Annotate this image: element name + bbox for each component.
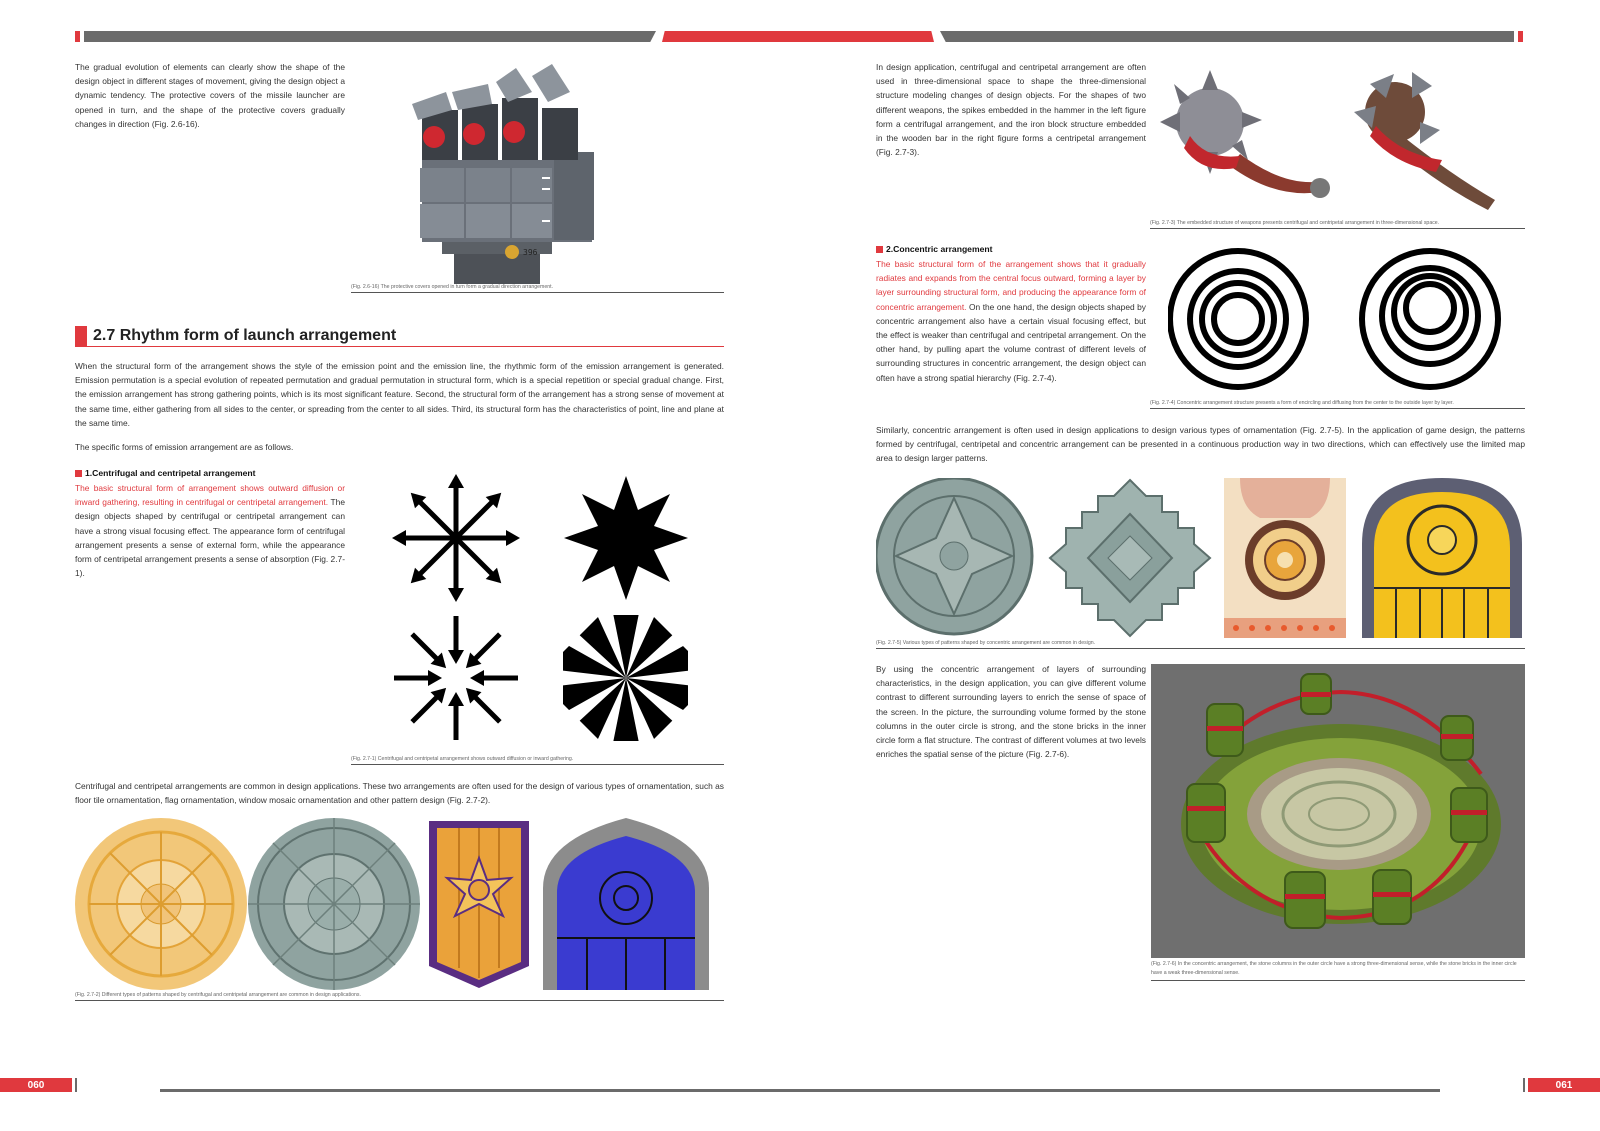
fig-2-6-16-caption: (Fig. 2.6-16) The protective covers opened in turn form a gradual direction arrangement. <box>351 284 724 293</box>
yellow-stained-glass-window-image <box>1362 478 1522 638</box>
stone-arena-image <box>1151 664 1525 958</box>
subhead-concentric <box>876 244 993 254</box>
subhead-marker <box>876 246 883 253</box>
layers-text: By using the concentric arrangement of layers of surrounding characteristics, in the design application, you can give different volume contrast to different surrounding layers to enrich the sense of space of the screen. In the picture, the surrounding volume formed by the stone columns in the outer circle is strong, and the stone bricks in the inner circle form a flat structure. The contrast of different volumes at two levels enriches the spatial sense of the picture (Fig. 2.7-6). <box>876 664 1146 760</box>
header-red-tick-right <box>1518 31 1523 42</box>
fig-2-7-5-ornaments <box>876 478 1526 640</box>
section-title-bar <box>75 325 724 347</box>
ornament-text: Similarly, concentric arrangement is often used in design applications to design various types of ornamentation (Fig. 2.7-5). In the application of game design, the patterns formed by centrifugal, centripetal and concentric arrangement can be presented in a continuous production way in two directions, which can effectively use the limited map area to design larger patterns. <box>876 425 1525 464</box>
section-title: 2.7 Rhythm form of launch arrangement <box>93 326 397 344</box>
gray-stone-floor-tile-image <box>248 818 420 990</box>
section-body: When the structural form of the arrangement shows the style of the emission point and the emission line, the rhythmic form of the emission arrangement is generated. Emission permutation is a special evolution of repeated permutation and gradual permutation in structural form, which is a special repetition or special gradual change. First, the emission arrangement has strong gathering points, which is its most significant feature. Second, the structural form of the arrangement has a strong sense of movement at the same time, either gathering from all sides to the center, or spreading from the center to all sides. Third, its structural form has the characteristics of point, line and plane at the same time. <box>75 361 724 428</box>
right-intro-text: In design application, centrifugal and centripetal arrangement are often used in three-dimensional space to shape the three-dimensional structure modeling changes of design objects. For the shapes of two different weapons, the spikes embedded in the hammer in the left figure form a centrifugal arrangement, and the iron block structure embedded in the wooden bar in the right figure forms a centripetal arrangement (Fig. 2.7-3). <box>876 62 1146 158</box>
fig-2-7-4-circles <box>1168 244 1508 394</box>
missile-launcher-image <box>392 62 597 284</box>
subhead-centrifugal <box>75 468 255 478</box>
subhead-centrifugal-title: 1.Centrifugal and centripetal arrangement <box>85 468 256 478</box>
concentric-body-text: On the one hand, the design objects shaped by concentric arrangement also have a certain visual focusing effect, but the effect is weaker than centrifugal and centripetal arrangement. On the other hand, by pulling apart the volume contrast of different levels of surrounding structures in concentric arrangement, the design object can often have a strong spatial hierarchy (Fig. 2.7-4). <box>876 301 1146 383</box>
footer-gray-line <box>160 1089 1440 1092</box>
header-red-tick-left <box>75 31 80 42</box>
concentric-red-text: The basic structural form of the arrangement shows that it gradually radiates and expands from the central focus outward, forming a layer by layer surrounding structural form, and producing the appearance form of concentric arrangement. <box>876 259 1146 312</box>
eight-point-star-icon <box>564 476 688 600</box>
stone-medallion-image <box>876 478 1032 634</box>
footer-tick-right <box>1523 1078 1525 1092</box>
fig-2-7-6-caption-text: (Fig. 2.7-6) In the concentric arrangement, the stone columns in the outer circle have a strong three-dimensional sense, while the stone bricks in the inner circle have a weak three-dimensional sense. <box>1151 961 1517 976</box>
concentric-circles-centered-icon <box>1170 251 1306 387</box>
page-number-left-text: 060 <box>27 1079 45 1091</box>
fig-2-7-6-caption <box>1151 960 1525 981</box>
fig-2-7-4-caption: (Fig. 2.7-4) Concentric arrangement structure presents a form of encircling and diffusing from the center to the outside layer by layer. <box>1150 400 1525 409</box>
subhead-marker <box>75 470 82 477</box>
forms-intro: The specific forms of emission arrangement are as follows. <box>75 442 294 452</box>
spiked-mace-left-image <box>1160 70 1330 198</box>
fig-2-7-3-caption: (Fig. 2.7-3) The embedded structure of weapons presents centrifugal and centripetal arrangement in three-dimensional space. <box>1150 220 1525 229</box>
applications-text: Centrifugal and centripetal arrangements are common in design applications. These two arrangements are often used for the design of various types of ornamentation, such as floor tile ornamentation, flag ornamentation, window mosaic ornamentation and other pattern design (Fig. 2.7-2). <box>75 781 724 806</box>
centrifugal-red-text: The basic structural form of arrangement shows outward diffusion or inward gathering, resulting in centrifugal or centripetal arrangement. <box>75 483 345 508</box>
fig-2-7-1-symbols <box>388 470 688 750</box>
centripetal-arrows-icon <box>394 616 518 740</box>
stepped-diamond-tile-image <box>1050 480 1210 636</box>
fig-2-7-2-caption: (Fig. 2.7-2) Different types of patterns shaped by centrifugal and centripetal arrangement are common in design applications. <box>75 992 724 1001</box>
subhead-concentric-title: 2.Concentric arrangement <box>886 244 993 254</box>
left-intro-text: The gradual evolution of elements can clearly show the shape of the design object in different stages of movement, giving the design object a dynamic tendency. The protective covers of the missile launcher are opened in turn, and the shape of the protective covers gradually changes in direction (Fig. 2.6-16). <box>75 62 345 129</box>
centrifugal-body-text: The design objects shaped by centrifugal or centripetal arrangement can have a strong visual focusing effect. The appearance form of centrifugal arrangement presents a sense of external form, while the appearance form of centripetal arrangement presents a sense of absorption (Fig. 2.7-1). <box>75 497 345 579</box>
sunburst-wedges-icon <box>555 608 688 748</box>
weapons-image <box>1150 64 1525 220</box>
page-number-right-text: 061 <box>1555 1079 1573 1091</box>
launcher-marking: 396 <box>523 248 538 257</box>
golden-floor-tile-image <box>75 818 247 990</box>
centrifugal-text <box>75 481 345 580</box>
fig-2-7-5-caption: (Fig. 2.7-5) Various types of patterns shaped by concentric arrangement are common in design. <box>876 640 1525 649</box>
fig-2-7-1-caption: (Fig. 2.7-1) Centrifugal and centripetal arrangement shows outward diffusion or inward gathering. <box>351 756 724 765</box>
header-red-bar-center <box>662 31 934 42</box>
spiked-club-right-image <box>1354 72 1495 210</box>
page-number-right <box>1528 1078 1600 1092</box>
ornate-panel-image <box>1224 478 1346 638</box>
centrifugal-arrows-icon <box>392 474 520 602</box>
blue-stained-glass-window-image <box>543 818 709 990</box>
sun-banner-flag-image <box>429 821 529 988</box>
page-number-left <box>0 1078 72 1092</box>
concentric-circles-offset-icon <box>1362 251 1498 387</box>
header-gray-bar-right <box>940 31 1514 42</box>
section-title-marker <box>75 326 87 346</box>
concentric-text <box>876 257 1146 385</box>
footer-tick-left <box>75 1078 77 1092</box>
header-gray-bar-left <box>84 31 656 42</box>
fig-2-7-2-ornaments <box>75 818 725 993</box>
